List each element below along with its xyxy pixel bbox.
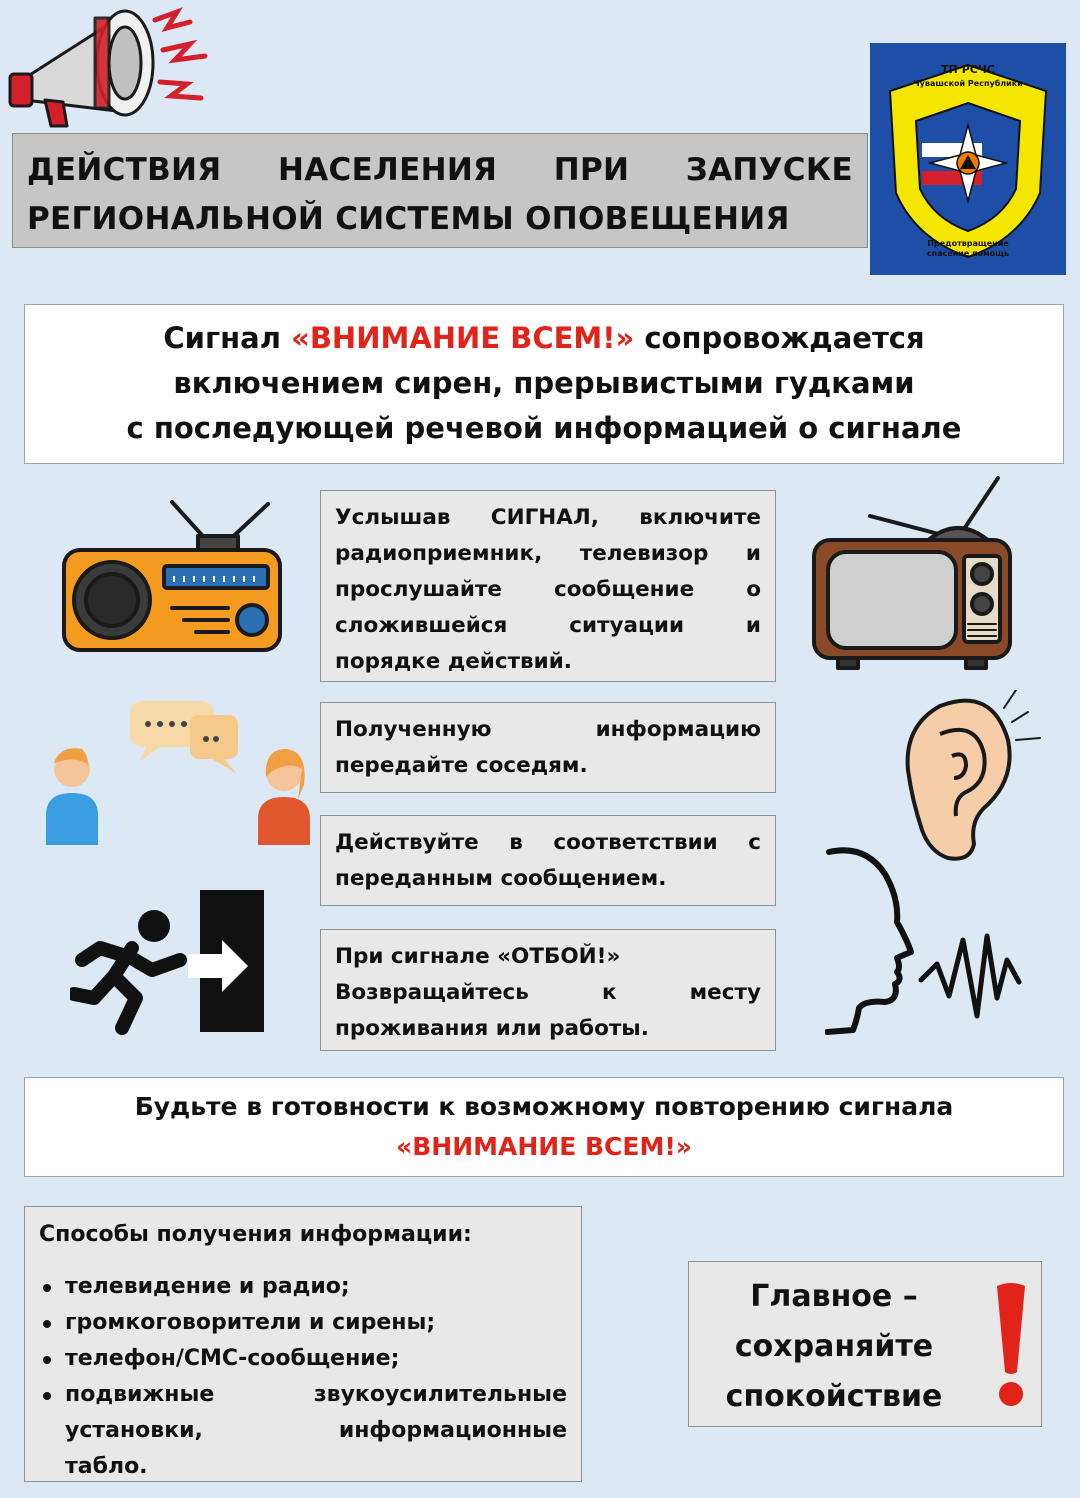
step-2-line bbox=[335, 712, 761, 748]
word: Полученную bbox=[335, 717, 492, 742]
word: информацию bbox=[595, 717, 761, 742]
ready-info-box bbox=[24, 1077, 1064, 1177]
word: к bbox=[601, 980, 617, 1005]
main-line: спокойствие bbox=[725, 1379, 943, 1414]
methods-list bbox=[39, 1269, 567, 1485]
step-4-line bbox=[335, 975, 761, 1011]
title-word: ДЕЙСТВИЯ bbox=[27, 152, 222, 188]
word: установки, bbox=[65, 1418, 203, 1443]
step-1-line bbox=[335, 500, 761, 536]
list-item-line bbox=[65, 1377, 567, 1413]
tv-icon bbox=[808, 472, 1016, 672]
signal-line-1 bbox=[25, 316, 1063, 361]
main-line: сохраняйте bbox=[734, 1329, 934, 1364]
emblem-bottom-text: Предотвращение спасение помощь bbox=[926, 239, 1010, 258]
title-line-1 bbox=[27, 146, 853, 195]
megaphone-icon bbox=[5, 0, 220, 132]
title-word: НАСЕЛЕНИЯ bbox=[277, 152, 498, 188]
word: ситуации bbox=[569, 613, 685, 638]
word: и bbox=[745, 541, 761, 566]
signal-line-2: включением сирен, прерывистыми гудками bbox=[173, 366, 915, 400]
step-4-line: проживания или работы. bbox=[335, 1016, 649, 1041]
title-word: ЗАПУСКЕ bbox=[685, 152, 853, 188]
word: радиоприемник, bbox=[335, 541, 543, 566]
word: включите bbox=[639, 505, 761, 530]
word: в bbox=[509, 830, 523, 855]
list-item: телефон/СМС-сообщение; bbox=[39, 1341, 567, 1377]
word: информационные bbox=[338, 1418, 567, 1443]
step-4-box bbox=[320, 929, 776, 1051]
exclamation-icon bbox=[989, 1280, 1033, 1412]
list-item: громкоговорители и сирены; bbox=[39, 1305, 567, 1341]
list-item: телевидение и радио; bbox=[39, 1269, 567, 1305]
word: соответствии bbox=[553, 830, 718, 855]
main-advice-box bbox=[688, 1261, 1042, 1427]
word: телевизор bbox=[579, 541, 709, 566]
word: о bbox=[746, 577, 761, 602]
list-item bbox=[39, 1377, 567, 1485]
emblem bbox=[870, 43, 1066, 275]
word: сообщение bbox=[554, 577, 695, 602]
radio-icon bbox=[60, 496, 285, 656]
word: с bbox=[748, 830, 761, 855]
people-talking-icon bbox=[40, 695, 310, 855]
methods-box bbox=[24, 1206, 582, 1482]
word: подвижные bbox=[65, 1382, 215, 1407]
step-3-box bbox=[320, 815, 776, 906]
word: сложившейся bbox=[335, 613, 508, 638]
step-3-line bbox=[335, 825, 761, 861]
ready-highlight: «ВНИМАНИЕ ВСЕМ!» bbox=[396, 1132, 692, 1161]
title-line-2: РЕГИОНАЛЬНОЙ СИСТЕМЫ ОПОВЕЩЕНИЯ bbox=[27, 201, 790, 237]
step-1-line bbox=[335, 608, 761, 644]
emblem-sub-text: Чувашской Республики bbox=[913, 79, 1023, 88]
title-word: ПРИ bbox=[553, 152, 630, 188]
methods-heading: Способы получения информации: bbox=[39, 1222, 472, 1247]
signal-text: Сигнал bbox=[163, 321, 292, 355]
list-item-line: табло. bbox=[65, 1454, 148, 1479]
step-1-line: порядке действий. bbox=[335, 649, 572, 674]
speaking-head-icon bbox=[825, 840, 1025, 1040]
signal-text: сопровождается bbox=[634, 321, 925, 355]
ready-line-1: Будьте в готовности к возможному повторению сигнала bbox=[134, 1092, 954, 1121]
step-2-line: передайте соседям. bbox=[335, 753, 588, 778]
step-1-box bbox=[320, 490, 776, 682]
signal-info-box bbox=[24, 304, 1064, 464]
word: Действуйте bbox=[335, 830, 479, 855]
step-4-line: При сигнале «ОТБОЙ!» bbox=[335, 944, 621, 969]
word: СИГНАЛ, bbox=[490, 505, 599, 530]
word: Возвращайтесь bbox=[335, 980, 529, 1005]
list-item-line bbox=[65, 1413, 567, 1449]
signal-line-3: с последующей речевой информацией о сигнале bbox=[126, 411, 962, 445]
step-2-box bbox=[320, 702, 776, 793]
step-1-line bbox=[335, 572, 761, 608]
step-1-line bbox=[335, 536, 761, 572]
word: Услышав bbox=[335, 505, 451, 530]
word: звукоусилительные bbox=[313, 1382, 567, 1407]
running-exit-icon bbox=[70, 890, 270, 1035]
title-banner bbox=[12, 133, 868, 248]
signal-highlight: «ВНИМАНИЕ ВСЕМ!» bbox=[291, 321, 635, 355]
main-line: Главное – bbox=[750, 1279, 918, 1314]
word: и bbox=[745, 613, 761, 638]
word: месту bbox=[689, 980, 761, 1005]
main-advice-text bbox=[689, 1272, 979, 1422]
emblem-top-text: ТП РСЧС bbox=[941, 63, 995, 76]
word: прослушайте bbox=[335, 577, 502, 602]
step-3-line: переданным сообщением. bbox=[335, 866, 667, 891]
